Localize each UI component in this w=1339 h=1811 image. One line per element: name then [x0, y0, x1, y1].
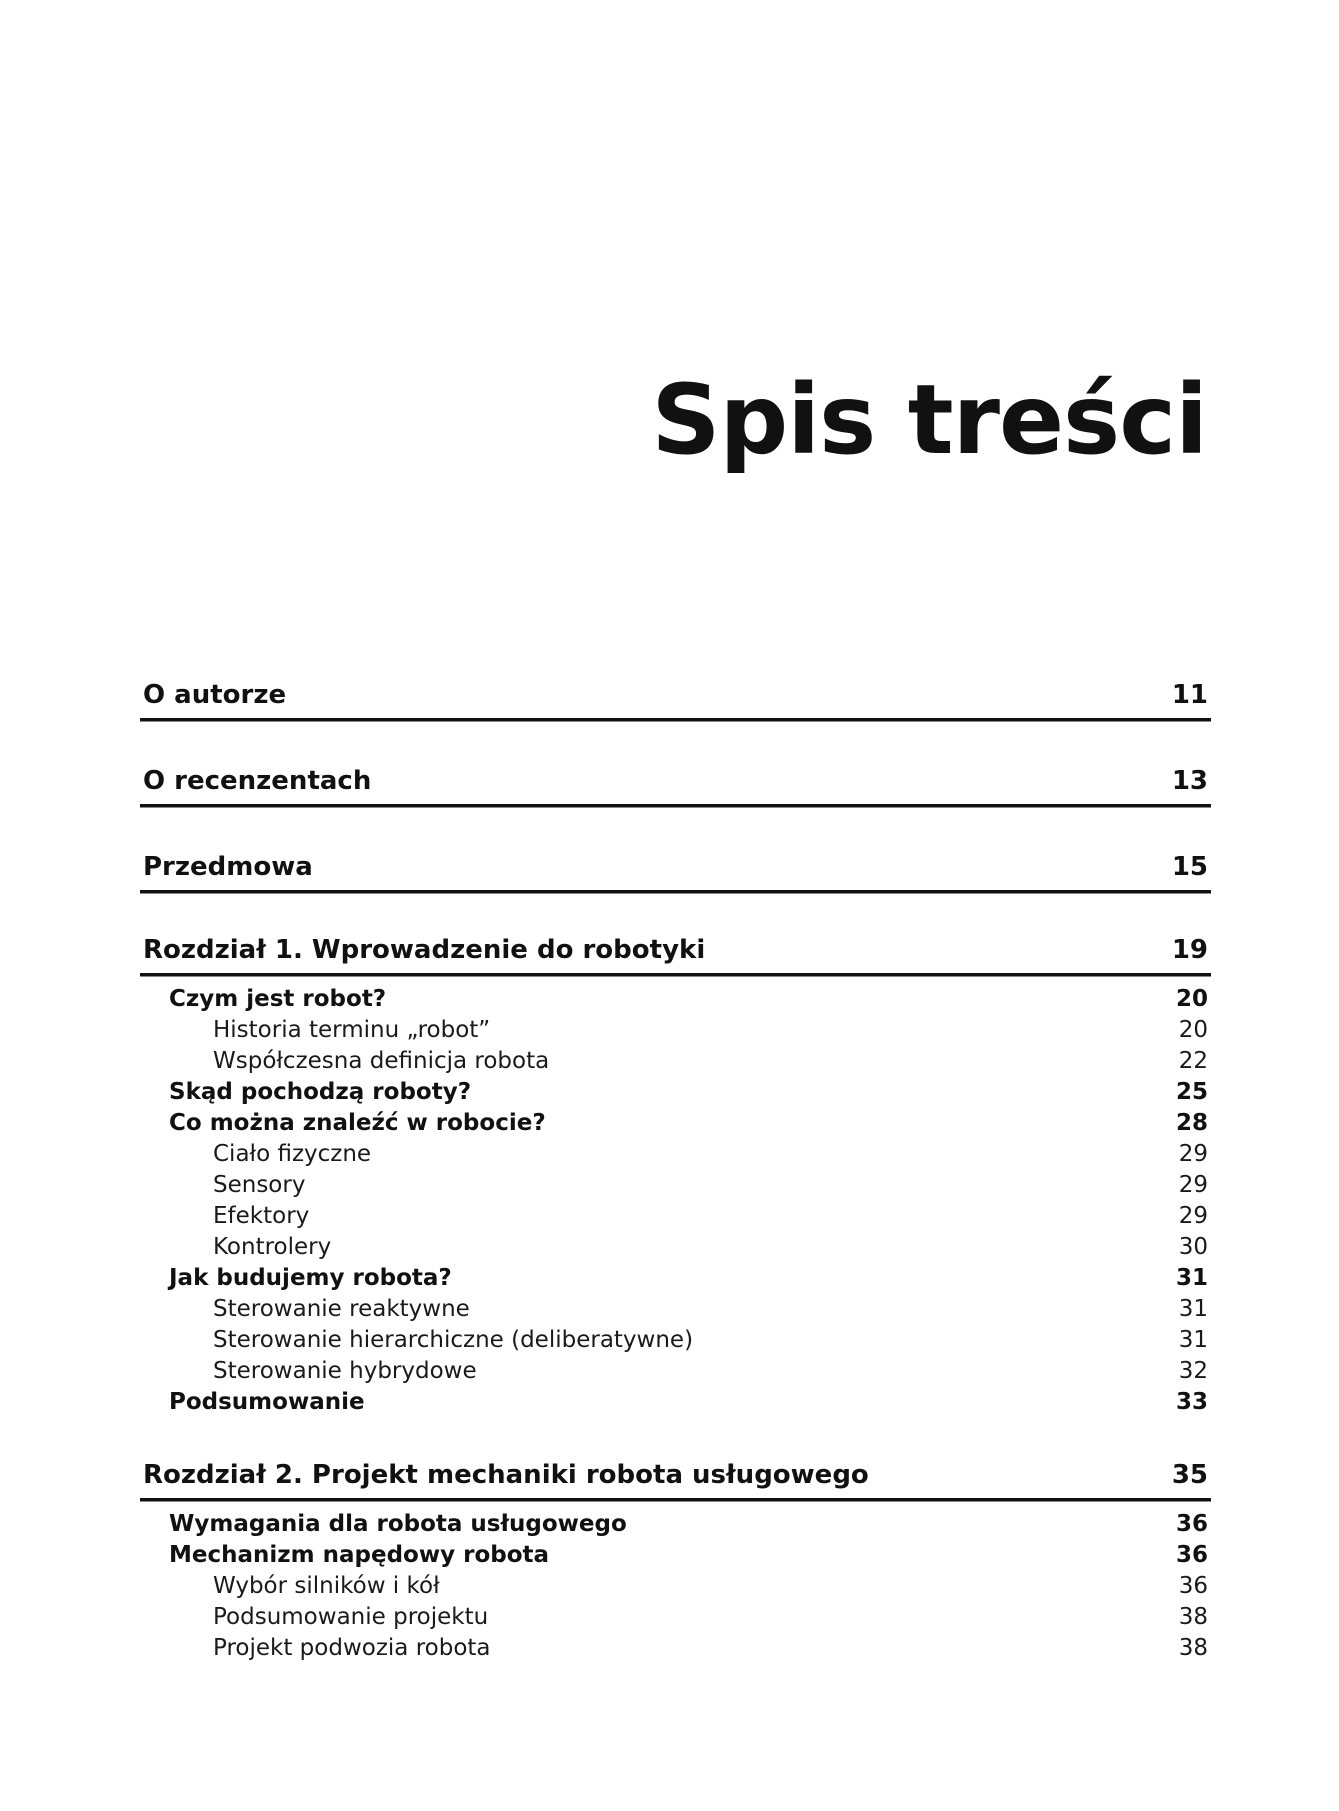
toc-entry-page: 22 [1178, 1048, 1208, 1074]
toc-entry-label: Jak budujemy robota? [169, 1265, 452, 1291]
toc-subentry[interactable] [140, 1294, 1211, 1325]
toc-entry-label: Ciało fizyczne [213, 1141, 372, 1167]
toc-chapter-entries [140, 1509, 1211, 1664]
toc-entry-label: Podsumowanie [169, 1389, 365, 1415]
toc-entry[interactable] [140, 1108, 1211, 1139]
toc-entry-label: Sterowanie reaktywne [213, 1296, 470, 1322]
toc-chapter [140, 935, 1211, 1418]
toc-entry-label: Sterowanie hybrydowe [213, 1358, 477, 1384]
toc-entry-page: 28 [1175, 1110, 1208, 1136]
toc-entry-label: Mechanizm napędowy robota [169, 1542, 550, 1568]
toc-entry-page: 29 [1178, 1203, 1208, 1229]
toc-chapter [140, 1460, 1211, 1664]
toc-chapter-heading[interactable] [140, 1460, 1211, 1501]
toc-front-item[interactable] [140, 680, 1211, 721]
toc-entry-label: Historia terminu „robot” [213, 1017, 491, 1043]
toc-entry-page: 32 [1178, 1358, 1208, 1384]
toc-entry-page: 36 [1178, 1573, 1208, 1599]
toc-entry-label: Co można znaleźć w robocie? [169, 1110, 546, 1136]
toc-entry-page: 31 [1175, 1265, 1208, 1291]
toc-chapter-heading[interactable] [140, 935, 1211, 976]
toc-front-label: Przedmowa [143, 852, 313, 882]
toc-front-page: 15 [1171, 852, 1208, 882]
page-title: Spis treści [651, 364, 1207, 476]
toc-entry[interactable] [140, 1509, 1211, 1540]
toc-subentry[interactable] [140, 1602, 1211, 1633]
toc-subentry[interactable] [140, 1325, 1211, 1356]
toc-subentry[interactable] [140, 1232, 1211, 1263]
toc-entry-page: 31 [1178, 1327, 1208, 1353]
toc-front-label: O recenzentach [143, 766, 372, 796]
toc-entry-page: 30 [1178, 1234, 1208, 1260]
toc-chapter-label: Rozdział 1. Wprowadzenie do robotyki [143, 935, 706, 965]
toc-entry-page: 38 [1178, 1635, 1208, 1661]
toc-subentry[interactable] [140, 1170, 1211, 1201]
toc-entry-page: 33 [1175, 1389, 1208, 1415]
toc-front-item[interactable] [140, 766, 1211, 807]
toc-entry-label: Sensory [213, 1172, 306, 1198]
toc-entry-label: Wymagania dla robota usługowego [169, 1511, 627, 1537]
toc-subentry[interactable] [140, 1139, 1211, 1170]
toc-entry-page: 31 [1178, 1296, 1208, 1322]
toc-subentry[interactable] [140, 1015, 1211, 1046]
toc-front-page: 11 [1171, 680, 1208, 710]
toc-chapter-page: 19 [1171, 935, 1208, 965]
toc-entry[interactable] [140, 1387, 1211, 1418]
toc-entry-page: 20 [1175, 986, 1208, 1012]
toc-entry-label: Efektory [213, 1203, 310, 1229]
toc-front-item[interactable] [140, 852, 1211, 893]
toc-entry-page: 29 [1178, 1172, 1208, 1198]
toc-subentry[interactable] [140, 1571, 1211, 1602]
toc-entry-label: Wybór silników i kół [213, 1573, 440, 1599]
toc-entry-label: Sterowanie hierarchiczne (deliberatywne) [213, 1327, 694, 1353]
toc-entry[interactable] [140, 1540, 1211, 1571]
toc-front-label: O autorze [143, 680, 287, 710]
toc-entry-page: 25 [1175, 1079, 1208, 1105]
toc-subentry[interactable] [140, 1201, 1211, 1232]
toc-entry-page: 36 [1175, 1511, 1208, 1537]
toc-chapter-label: Rozdział 2. Projekt mechaniki robota usługowego [143, 1460, 869, 1490]
toc-entry-page: 38 [1178, 1604, 1208, 1630]
toc-front-page: 13 [1171, 766, 1208, 796]
toc-entry-page: 29 [1178, 1141, 1208, 1167]
toc-entry-label: Podsumowanie projektu [213, 1604, 489, 1630]
table-of-contents [140, 680, 1211, 1664]
toc-chapter-page: 35 [1171, 1460, 1208, 1490]
toc-entry[interactable] [140, 984, 1211, 1015]
toc-subentry[interactable] [140, 1633, 1211, 1664]
toc-entry-page: 20 [1178, 1017, 1208, 1043]
toc-entry-label: Skąd pochodzą roboty? [169, 1079, 472, 1105]
toc-entry-label: Kontrolery [213, 1234, 332, 1260]
toc-chapter-entries [140, 984, 1211, 1418]
toc-entry[interactable] [140, 1077, 1211, 1108]
toc-subentry[interactable] [140, 1356, 1211, 1387]
toc-entry-page: 36 [1175, 1542, 1208, 1568]
toc-subentry[interactable] [140, 1046, 1211, 1077]
toc-entry-label: Projekt podwozia robota [213, 1635, 491, 1661]
toc-entry-label: Współczesna definicja robota [213, 1048, 550, 1074]
toc-entry-label: Czym jest robot? [169, 986, 387, 1012]
toc-entry[interactable] [140, 1263, 1211, 1294]
